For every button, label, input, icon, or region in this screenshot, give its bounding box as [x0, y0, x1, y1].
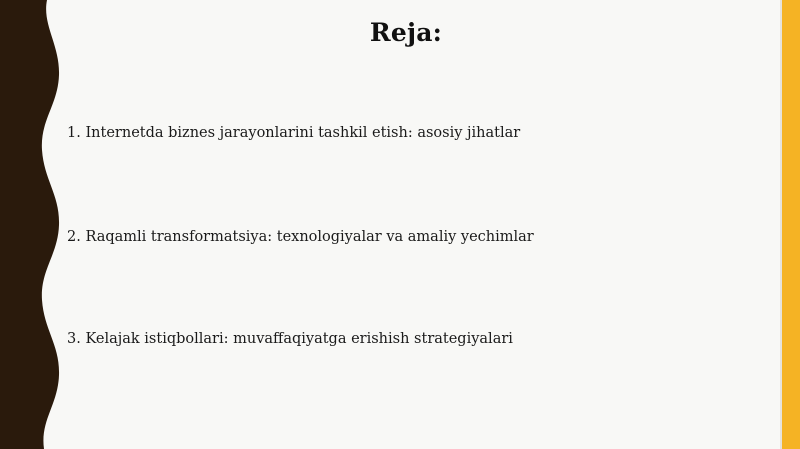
left-wave-decoration — [0, 0, 70, 449]
agenda-item-1: 1. Internetda biznes jarayonlarini tashkil etish: asosiy jihatlar — [67, 125, 521, 141]
slide-title: Reja: — [369, 18, 443, 47]
agenda-item-2: 2. Raqamli transformatsiya: texnologiyalar va amaliy yechimlar — [67, 229, 534, 245]
right-accent-bar — [780, 0, 800, 449]
agenda-item-3: 3. Kelajak istiqbollari: muvaffaqiyatga erishish strategiyalari — [67, 331, 513, 347]
